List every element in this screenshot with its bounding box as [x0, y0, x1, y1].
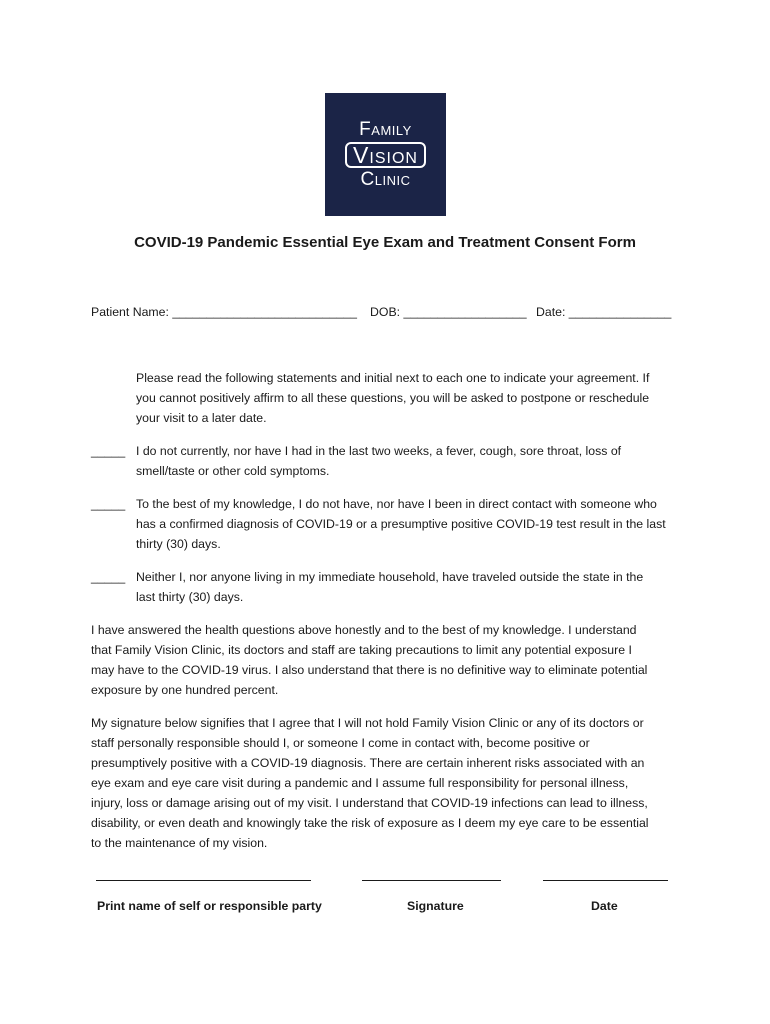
date-field[interactable]: Date: _______________: [536, 305, 672, 319]
print-name-line[interactable]: [96, 880, 311, 881]
signature-label: Signature: [407, 899, 464, 913]
liability-line: presumptively positive with a COVID-19 diagnosis. There are certain inherent risks associated with an: [91, 756, 645, 770]
instructions-line: you cannot positively affirm to all these questions, you will be asked to postpone or reschedule: [136, 391, 650, 405]
acknowledgement-line: that Family Vision Clinic, its doctors and staff are taking precautions to limit any potential exposure I: [91, 643, 632, 657]
date-label: Date: [591, 899, 618, 913]
initials-blank-3[interactable]: _____: [91, 570, 126, 584]
statement-line: To the best of my knowledge, I do not have, nor have I been in direct contact with someone who: [136, 497, 657, 511]
initials-blank-2[interactable]: _____: [91, 497, 126, 511]
liability-line: staff personally responsible should I, or someone I come in contact with, become positive or: [91, 736, 590, 750]
date-line[interactable]: [543, 880, 668, 881]
patient-name-field[interactable]: Patient Name: ___________________________: [91, 305, 357, 319]
liability-line: disability, or even death and knowingly take the risk of exposure as I deem my eye care to be essential: [91, 816, 649, 830]
family-vision-clinic-logo: [325, 93, 446, 216]
dob-field[interactable]: DOB: __________________: [370, 305, 527, 319]
acknowledgement-line: may have to the COVID-19 virus. I also understand that there is no definitive way to eliminate potential: [91, 663, 648, 677]
acknowledgement-line: exposure by one hundred percent.: [91, 683, 279, 697]
instructions-line: Please read the following statements and initial next to each one to indicate your agreement. If: [136, 371, 650, 385]
instructions-line: your visit to a later date.: [136, 411, 267, 425]
statement-line: Neither I, nor anyone living in my immediate household, have traveled outside the state in the: [136, 570, 644, 584]
statement-line: thirty (30) days.: [136, 537, 221, 551]
form-title: COVID-19 Pandemic Essential Eye Exam and Treatment Consent Form: [134, 234, 636, 251]
statement-line: smell/taste or other cold symptoms.: [136, 464, 330, 478]
statement-line: last thirty (30) days.: [136, 590, 244, 604]
statement-line: I do not currently, nor have I had in the last two weeks, a fever, cough, sore throat, loss of: [136, 444, 622, 458]
logo-line-clinic: Clinic: [360, 168, 411, 190]
liability-line: injury, loss or damage arising out of my visit. I understand that COVID-19 infections can lead to illness,: [91, 796, 648, 810]
liability-line: eye exam and eye care visit during a pandemic and I assume full responsibility for personal illness,: [91, 776, 629, 790]
liability-line: to the maintenance of my vision.: [91, 836, 268, 850]
signature-line[interactable]: [362, 880, 501, 881]
logo-line-vision: Vision: [345, 142, 426, 168]
logo-line-family: Family: [359, 118, 412, 140]
initials-blank-1[interactable]: _____: [91, 444, 126, 458]
acknowledgement-line: I have answered the health questions above honestly and to the best of my knowledge. I understand: [91, 623, 637, 637]
liability-line: My signature below signifies that I agree that I will not hold Family Vision Clinic or any of its doctors or: [91, 716, 644, 730]
print-name-label: Print name of self or responsible party: [97, 899, 322, 913]
statement-line: has a confirmed diagnosis of COVID-19 or a presumptive positive COVID-19 test result in the last: [136, 517, 666, 531]
